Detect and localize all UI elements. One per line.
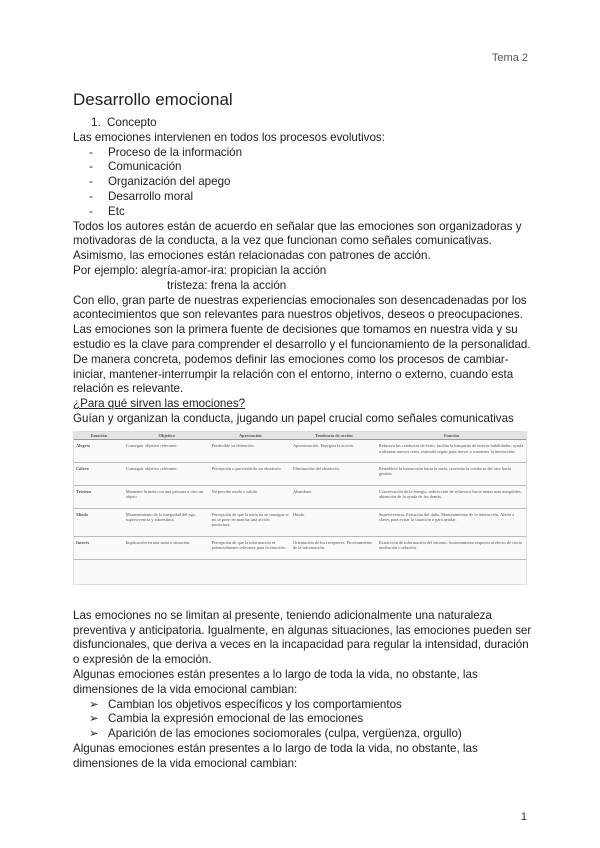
list-item-text: Cambian los objetivos específicos y los comportamientos <box>108 697 402 711</box>
list-item-text: Aparición de las emociones sociomorales (culpa, vergüenza, orgullo) <box>108 727 462 741</box>
table-row <box>74 440 526 463</box>
table-cell: Refuerza las conductas de éxito; facilita la búsqueda de nuevas habilidades; ayuda a afrontar nuevos retos, estimula seguir para mover o mantener la interacción. <box>377 440 526 463</box>
table-cell: Conseguir objetivo relevante. <box>124 462 210 485</box>
topic-header: Tema 2 <box>491 52 528 64</box>
table-cell: Implicación en una tarea o situación. <box>124 536 210 559</box>
changes-list <box>73 698 533 742</box>
table-cell: Supervivencia. Evitación del daño. Mantenimiento de la interacción. Alerta a claves para evitar la situación o para ayudar. <box>377 508 526 536</box>
table-cell: Mantenimiento de la integridad del ego, supervivencia y autoestima. <box>124 508 210 536</box>
table-cell: Conseguir objetivo relevante. <box>124 440 210 463</box>
table-cell: Mantener la meta con una persona u otro un objeto. <box>124 485 210 508</box>
table-header: Apreciación <box>210 432 291 440</box>
table-cell: Orientación de los receptores. Procesamiento de la información. <box>291 536 377 559</box>
table-cell: Percepción de que la información es potencialmente relevante para la emoción. <box>210 536 291 559</box>
page-title: Desarrollo emocional <box>73 90 233 109</box>
table-cell: No percibe modo o salida. <box>210 485 291 508</box>
emotion-table <box>74 432 526 560</box>
table-cell: Alegría <box>74 440 124 463</box>
list-item <box>89 712 533 727</box>
section-heading <box>73 116 533 131</box>
list-item-text: Cambia la expresión emocional de las emociones <box>108 712 364 726</box>
list-item: - Organización del apego <box>89 175 533 190</box>
paragraph: De manera concreta, podemos definir las emociones como los procesos de cambiar-iniciar, mantener-interrumpir la relación con el entorno, interno o externo, cuando esta relación es relevante. <box>73 352 514 396</box>
list-item: - Desarrollo moral <box>89 190 533 205</box>
list-item: - Proceso de la información <box>89 146 533 161</box>
table-cell: Eliminación del obstáculo. <box>291 462 377 485</box>
paragraph: Algunas emociones están presentes a lo largo de toda la vida, no obstante, las dimensiones de la vida emocional cambian: <box>73 667 478 696</box>
paragraph: Con ello, gran parte de nuestras experiencias emocionales son desencadenadas por los acontecimientos que son relevantes para nuestros objetivos, deseos o preocupaciones. <box>73 293 527 322</box>
table-header: Emoción <box>74 432 124 440</box>
arrow-bullet-icon: ➢ <box>89 712 99 726</box>
table-cell: Predecible su obtención. <box>210 440 291 463</box>
table-cell: Extracción de información del entorno. Sostenimiento respecto al efecto de cierta mediación o relación. <box>377 536 526 559</box>
process-list <box>73 146 533 220</box>
table-cell: Percepción o provisión de un obstáculo. <box>210 462 291 485</box>
arrow-bullet-icon: ➢ <box>89 697 99 711</box>
paragraph: Todos los autores están de acuerdo en señalar que las emociones son organizadoras y motivadoras de la conducta, a la vez que funcionan como señales comunicativas. Asimismo, las emociones están relacionadas con patrones de acción. <box>73 219 522 263</box>
table-header: Objetivo <box>124 432 210 440</box>
table-row <box>74 485 526 508</box>
table-row <box>74 462 526 485</box>
table-cell: Interés <box>74 536 124 559</box>
table-header: Tendencia de acción <box>291 432 377 440</box>
example-line: Por ejemplo: alegría-amor-ira: propician la acción <box>73 263 327 277</box>
table-header: Función <box>377 432 526 440</box>
emotion-table-image <box>73 431 527 585</box>
table-row <box>74 536 526 559</box>
section-label: Concepto <box>107 116 157 129</box>
table-cell: Miedo <box>74 508 124 536</box>
list-item <box>89 698 533 713</box>
list-item: - Comunicación <box>89 160 533 175</box>
table-cell: Tristeza <box>74 485 124 508</box>
intro-paragraph: Las emociones intervienen en todos los procesos evolutivos: <box>73 130 385 144</box>
answer-paragraph: Guían y organizan la conducta, jugando un papel crucial como señales comunicativas <box>73 411 514 425</box>
paragraph: Las emociones no se limitan al presente, teniendo adicionalmente una naturaleza preventiva y anticipatoria. Igualmente, en algunas situaciones, las emociones pueden ser disfuncionales, que deriva a veces en la incapacidad para regular la intensidad, duración o expresión de la emoción. <box>73 608 532 667</box>
table-cell: Percepción de que la meta no se consigue si no se pone en marcha una acción protectora. <box>210 508 291 536</box>
document-body <box>73 90 533 772</box>
table-row <box>74 508 526 536</box>
section-number: 1. <box>91 116 101 129</box>
example-line: tristeza: frena la acción <box>167 278 287 292</box>
table-cell: Cólera <box>74 462 124 485</box>
table-cell: Abandono. <box>291 485 377 508</box>
arrow-bullet-icon: ➢ <box>89 727 99 741</box>
paragraph: Algunas emociones están presentes a lo largo de toda la vida, no obstante, las dimensiones de la vida emocional cambian: <box>73 741 478 770</box>
table-header-row <box>74 432 526 440</box>
table-cell: Conservación de la energía, redirección de esfuerzos hacia metas más asequibles; obtención de la ayuda de los demás. <box>377 485 526 508</box>
list-item: - Etc <box>89 205 533 220</box>
list-item <box>89 727 533 742</box>
table-cell: Huida. <box>291 508 377 536</box>
table-cell: Restablece la interacción hacia la meta; reorienta la conducta del otro hacia gestión. <box>377 462 526 485</box>
page-number: 1 <box>520 811 527 823</box>
table-cell: Aproximación. Energiza la acción. <box>291 440 377 463</box>
paragraph: Las emociones son la primera fuente de decisiones que tomamos en nuestra vida y su estudio es la clave para comprender el desarrollo y el funcionamiento de la personalidad. <box>73 323 531 351</box>
question-heading: ¿Para qué sirven las emociones? <box>73 397 246 411</box>
